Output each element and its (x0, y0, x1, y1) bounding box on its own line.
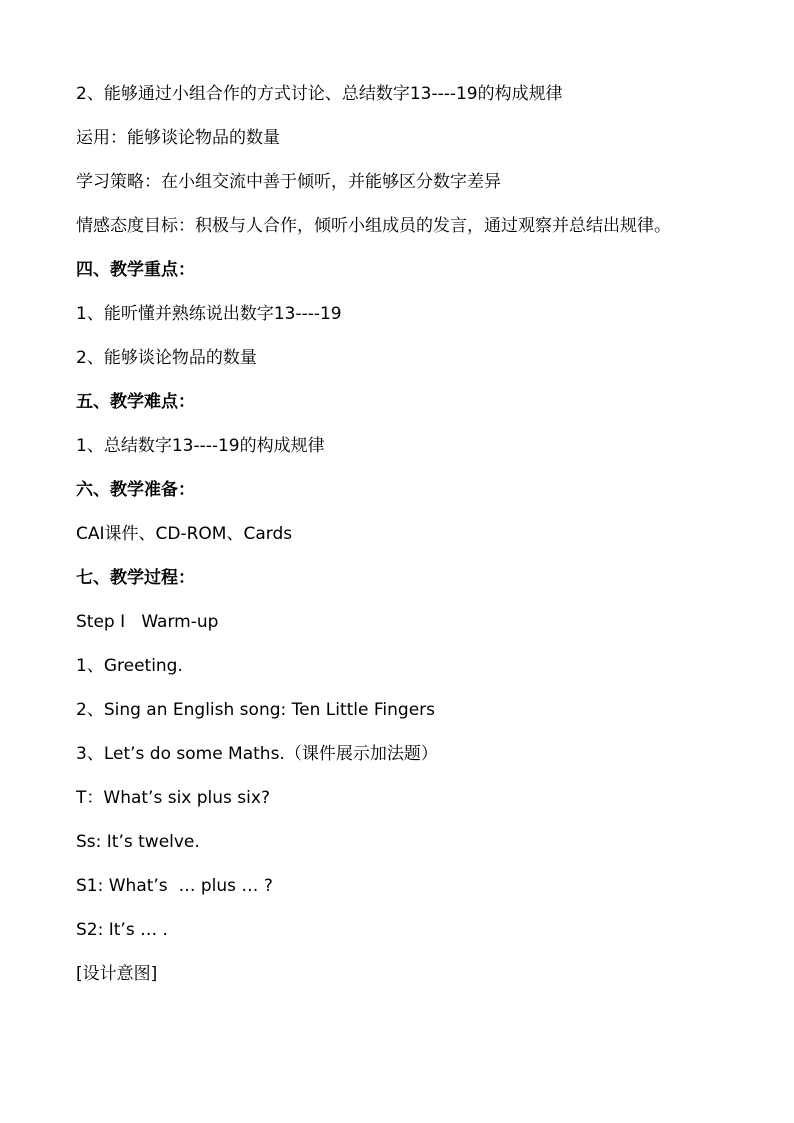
document-body (76, 80, 696, 1004)
heading-difficulties: 五、教学难点： (76, 392, 195, 412)
step-item-maths: 3、Let’s do some Maths.（课件展示加法题） (76, 744, 438, 764)
step-1-title: Step I Warm-up (76, 612, 219, 632)
heading-key-points: 四、教学重点： (76, 260, 195, 280)
dialogue-student-2: S2: It’s … . (76, 920, 168, 940)
heading-preparation: 六、教学准备： (76, 480, 195, 500)
paragraph-application: 运用：能够谈论物品的数量 (76, 128, 280, 148)
step-item-greeting: 1、Greeting. (76, 656, 183, 676)
paragraph-goal-2: 2、能够通过小组合作的方式讨论、总结数字13----19的构成规律 (76, 84, 563, 104)
key-point-2: 2、能够谈论物品的数量 (76, 348, 257, 368)
dialogue-student-1: S1: What’s … plus … ? (76, 876, 273, 896)
paragraph-learning-strategy: 学习策略：在小组交流中善于倾听，并能够区分数字差异 (76, 172, 501, 192)
dialogue-students: Ss: It’s twelve. (76, 832, 200, 852)
step-item-song: 2、Sing an English song: Ten Little Fingers (76, 700, 436, 720)
key-point-1: 1、能听懂并熟练说出数字13----19 (76, 304, 342, 324)
heading-process: 七、教学过程： (76, 568, 195, 588)
design-intent-label: [设计意图] (76, 964, 158, 984)
difficulty-1: 1、总结数字13----19的构成规律 (76, 436, 325, 456)
preparation-materials: CAI课件、CD-ROM、Cards (76, 524, 293, 544)
dialogue-teacher: T：What’s six plus six? (76, 788, 270, 808)
paragraph-emotional-goal: 情感态度目标：积极与人合作，倾听小组成员的发言，通过观察并总结出规律。 (76, 216, 671, 236)
